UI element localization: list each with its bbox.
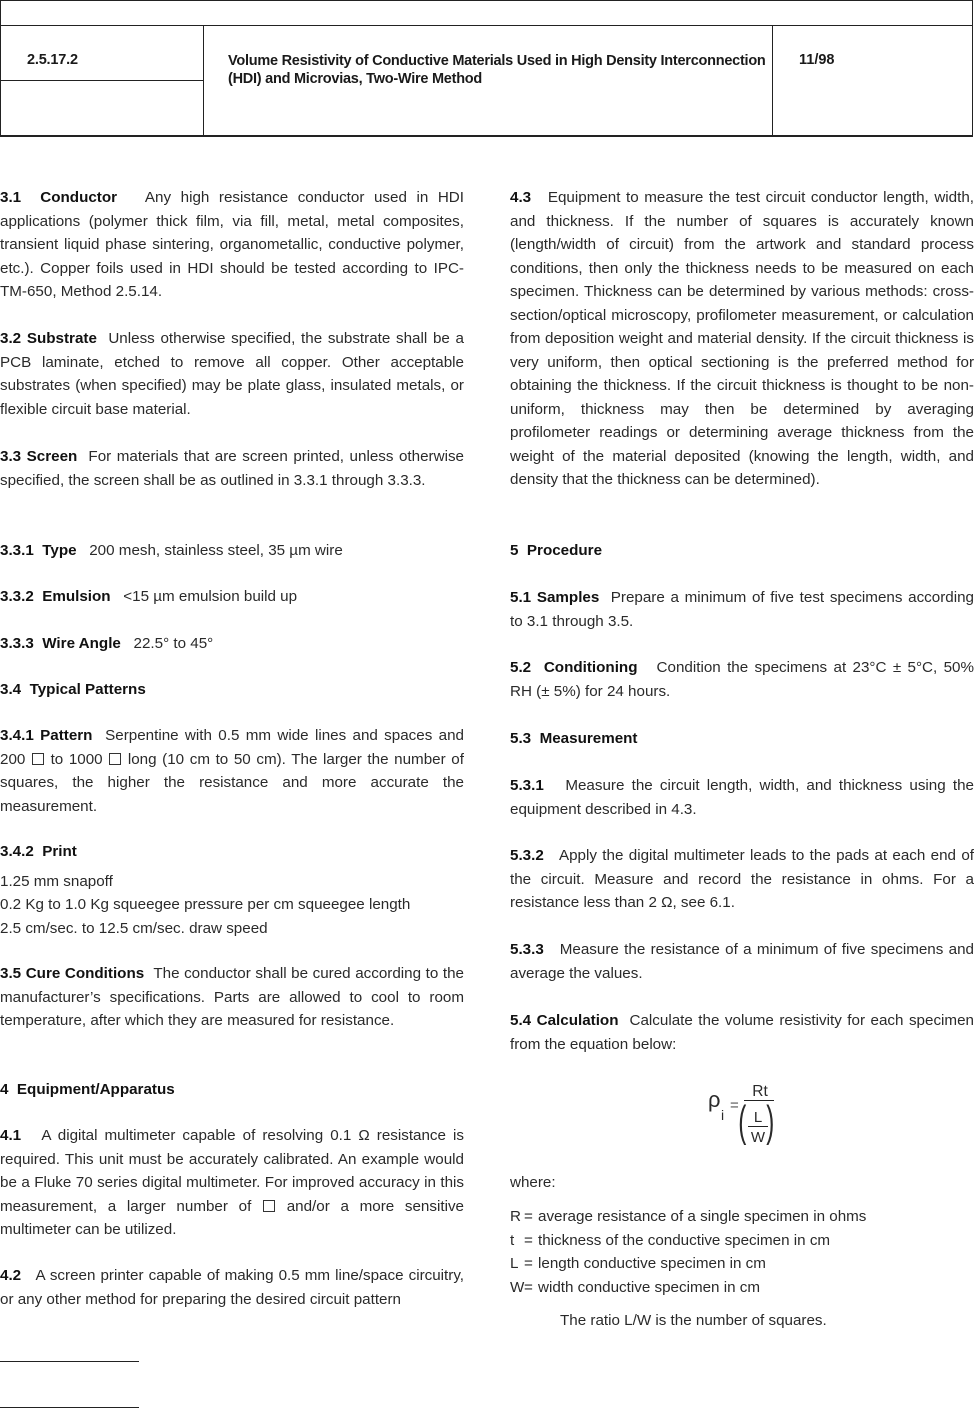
- definition-equals: =: [524, 1278, 533, 1296]
- section-3-3: [0, 445, 464, 492]
- section-title: Equipment/Apparatus: [16, 1081, 175, 1098]
- ratio-note: [560, 1309, 975, 1333]
- section-number: 5.4: [510, 1012, 532, 1029]
- section-text: Unless otherwise specified, the substrate shall be a PCB laminate, etched to remove all copper. Other acceptable substrates (when specified) may be plate glass, insulated metals, or flexible circuit base material.: [0, 330, 464, 418]
- section-title: Measurement: [539, 730, 638, 747]
- section-3-4: [0, 678, 464, 702]
- square-symbol-icon: [32, 753, 44, 765]
- section-text: Measure the circuit length, width, and thickness using the equipment described in 4.3.: [510, 777, 974, 818]
- section-5-3-1: [510, 774, 974, 821]
- section-3-1: [0, 186, 464, 304]
- section-title: Emulsion: [42, 588, 111, 605]
- section-title: Procedure: [526, 542, 603, 559]
- section-text: 200 mesh, stainless steel, 35 µm wire: [89, 542, 343, 559]
- section-text: and/or a more sensitive multimeter can be utilized.: [0, 1197, 464, 1238]
- section-3-4-2: [0, 840, 464, 940]
- section-title: Type: [42, 542, 77, 559]
- section-number: 4: [0, 1081, 9, 1098]
- section-title: Print: [42, 843, 77, 860]
- definition-row: [510, 1252, 974, 1276]
- section-3-3-1: [0, 539, 464, 563]
- section-text: 22.5° to 45°: [133, 635, 214, 652]
- definition-text: average resistance of a single specimen in ohms: [538, 1208, 867, 1225]
- section-number: 3.3.2: [0, 588, 34, 605]
- section-3-3-2: [0, 585, 464, 609]
- section-text: A screen printer capable of making 0.5 mm line/space circuitry, or any other method for preparing the desired circuit pattern: [0, 1267, 464, 1308]
- section-number: 3.4: [0, 681, 22, 698]
- square-symbol-icon: [109, 753, 121, 765]
- document-header-table: [0, 0, 973, 137]
- section-number: 4.3: [510, 189, 532, 206]
- method-number: 2.5.17.2: [27, 52, 78, 68]
- section-3-4-1: [0, 724, 464, 818]
- section-text: Prepare a minimum of five test specimens according to 3.1 through 3.5.: [510, 589, 974, 630]
- header-title-cell: [204, 25, 773, 135]
- inner-numerator: L: [753, 1109, 763, 1126]
- header-method-cell: [1, 25, 204, 135]
- section-4-2: [0, 1264, 464, 1311]
- definition-text: length conductive specimen in cm: [538, 1255, 766, 1272]
- section-number: 5.3: [510, 730, 532, 747]
- rho-subscript: i: [721, 1107, 725, 1123]
- section-title: Conductor: [40, 189, 118, 206]
- equals-sign: =: [730, 1097, 739, 1114]
- section-number: 4.1: [0, 1127, 22, 1144]
- right-paren: ): [766, 1097, 775, 1146]
- print-line: 2.5 cm/sec. to 12.5 cm/sec. draw speed: [0, 919, 268, 937]
- inner-denominator: W: [750, 1129, 766, 1146]
- section-5-3: [510, 727, 974, 751]
- section-title: Conditioning: [543, 659, 638, 676]
- header-cell-divider: [1, 80, 203, 81]
- rho-symbol: ρ: [708, 1087, 721, 1112]
- section-text: <15 µm emulsion build up: [123, 588, 298, 605]
- section-text: to 1000: [50, 750, 103, 768]
- where-text: where:: [510, 1174, 556, 1191]
- section-number: 3.4.1: [0, 727, 34, 744]
- section-title: Substrate: [26, 330, 97, 347]
- section-number: 5.1: [510, 589, 532, 606]
- section-5: [510, 539, 974, 563]
- definition-equals: =: [524, 1231, 533, 1249]
- section-number: 3.1: [0, 189, 22, 206]
- section-number: 3.2: [0, 330, 22, 347]
- section-title: Pattern: [40, 727, 93, 744]
- section-title: Calculation: [536, 1012, 619, 1029]
- section-4: [0, 1078, 464, 1102]
- section-title: Typical Patterns: [29, 681, 146, 698]
- section-4-3: [510, 186, 974, 492]
- section-number: 5.3.1: [510, 777, 544, 794]
- section-text: Measure the resistance of a minimum of five specimens and average the values.: [510, 941, 974, 982]
- section-text: Serpentine with 0.5 mm wide lines and spaces and 200: [0, 727, 464, 768]
- section-title: Wire Angle: [42, 635, 121, 652]
- definition-row: [510, 1229, 974, 1253]
- variable-definitions: [510, 1205, 974, 1299]
- section-text: Calculate the volume resistivity for each specimen from the equation below:: [510, 1012, 974, 1053]
- footnote-rule: [0, 1407, 139, 1408]
- section-5-1: [510, 586, 974, 633]
- section-text: The conductor shall be cured according to the manufacturer’s specifications. Parts are allowed to cool to room temperature, after which they are measured for resistance.: [0, 965, 464, 1029]
- section-number: 5.3.3: [510, 941, 544, 958]
- section-number: 5.2: [510, 659, 532, 676]
- where-label: [510, 1171, 974, 1195]
- definition-equals: =: [524, 1255, 533, 1272]
- section-number: 5: [510, 542, 519, 559]
- header-top-row: [1, 1, 972, 26]
- ratio-note-text: The ratio L/W is the number of squares.: [560, 1312, 827, 1329]
- footnote-rule: [0, 1361, 139, 1362]
- section-number: 3.5: [0, 965, 22, 982]
- section-title: Cure Conditions: [25, 965, 145, 982]
- print-parameters: [0, 870, 464, 941]
- section-5-4: [510, 1009, 974, 1056]
- section-number: 5.3.2: [510, 847, 544, 864]
- revision-date: 11/98: [799, 52, 835, 68]
- section-5-3-3: [510, 938, 974, 985]
- definition-symbol: t: [510, 1231, 515, 1249]
- section-text: A digital multimeter capable of resolving 0.1 Ω resistance is required. This unit must be accurately calibrated. An example would be a Fluke 70 series digital multimeter. For improved accuracy in this measurement, a larger number of: [0, 1127, 464, 1215]
- square-symbol-icon: [263, 1200, 275, 1212]
- section-5-3-2: [510, 844, 974, 915]
- print-line: 0.2 Kg to 1.0 Kg squeegee pressure per cm squeegee length: [0, 896, 411, 913]
- section-3-3-3: [0, 632, 464, 656]
- left-paren: (: [738, 1097, 747, 1146]
- section-text: Condition the specimens at 23°C ± 5°C, 50% RH (± 5%) for 24 hours.: [510, 659, 974, 700]
- definition-text: width conductive specimen in cm: [538, 1278, 761, 1296]
- section-4-1: [0, 1124, 464, 1242]
- print-line: 1.25 mm snapoff: [0, 872, 113, 890]
- section-5-2: [510, 656, 974, 703]
- section-number: 3.3: [0, 448, 22, 465]
- section-3-2: [0, 327, 464, 421]
- section-number: 3.4.2: [0, 843, 34, 860]
- section-text: Any high resistance conductor used in HDI applications (polymer thick film, via fill, metal, metal composites, transient liquid phase sintering, organometallic, conductive polymer, etc.). Copper foils used in HDI should be tested according to IPC-TM-650, Method 2.5.14.: [0, 189, 464, 300]
- header-revision-cell: [773, 25, 972, 135]
- section-text: Equipment to measure the test circuit conductor length, width, and thickness. If the number of squares is accurately known (length/width of circuit) from the artwork and standard process conditions, then only the thickness needs to be measured on each specimen. Thickness can be determined by various methods: cross-section/optical microscopy, profilometer measurement, or calculation from deposition weight and material density. If the circuit thickness is very uniform, then optical sectioning is the preferred method for obtaining the thickness. If the circuit thickness is thought to be non-uniform, thickness may then be determined by averaging profilometer readings or determining average thickness from the weight of the material deposited (knowing the length, width, and density that the thickness can be determined).: [510, 189, 974, 488]
- section-text: For materials that are screen printed, unless otherwise specified, the screen shall be as outlined in 3.3.1 through 3.3.3.: [0, 448, 464, 489]
- definition-row: [510, 1276, 974, 1300]
- definition-text: thickness of the conductive specimen in cm: [538, 1231, 831, 1249]
- definition-symbol: W: [510, 1278, 525, 1296]
- section-title: Screen: [26, 448, 78, 465]
- section-number: 4.2: [0, 1267, 22, 1284]
- section-number: 3.3.3: [0, 635, 34, 652]
- section-3-5: [0, 962, 464, 1033]
- section-text: long (10 cm to 50 cm). The larger the number of squares, the higher the resistance and more accurate the measurement.: [0, 750, 464, 815]
- document-title: Volume Resistivity of Conductive Materials Used in High Density Interconnection (HDI) and Microvias, Two-Wire Method: [228, 53, 766, 87]
- section-title: Samples: [536, 589, 600, 606]
- definition-symbol: R: [510, 1208, 521, 1225]
- equation-numerator: Rt: [752, 1083, 768, 1100]
- definition-symbol: L: [510, 1255, 519, 1272]
- section-text: Apply the digital multimeter leads to the pads at each end of the circuit. Measure and record the resistance in ohms. For a resistance less than 2 Ω, see 6.1.: [510, 847, 974, 911]
- definition-equals: =: [524, 1208, 533, 1225]
- definition-row: [510, 1205, 974, 1229]
- section-number: 3.3.1: [0, 542, 34, 559]
- volume-resistivity-equation: [708, 1084, 828, 1164]
